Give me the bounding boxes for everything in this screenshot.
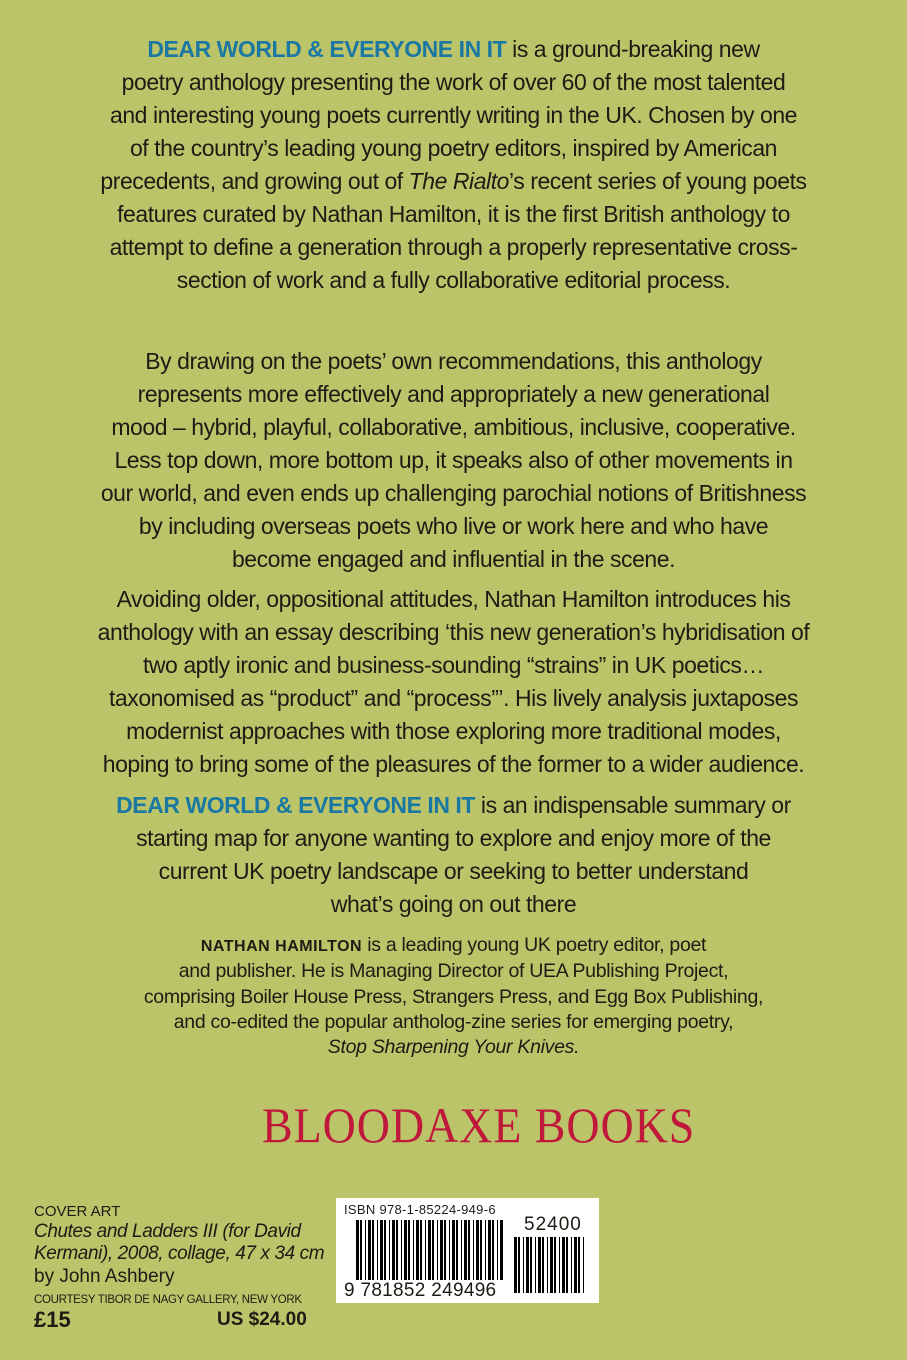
text-line [0,748,907,781]
barcode-bar [384,1220,386,1280]
text-line [0,411,907,444]
barcode-bar [538,1237,541,1293]
barcode-bar [456,1220,458,1280]
barcode-bar [547,1237,548,1293]
text-line [0,132,907,165]
text-segment: represents more effectively and appropriately a new generational [137,381,770,407]
barcode-bar [559,1237,560,1293]
barcode-bar [372,1220,374,1280]
author-bio [0,933,907,1060]
barcode-bar [500,1220,503,1280]
barcode-bar [380,1220,383,1280]
publisher-logo: BLOODAXE BOOKS [262,1097,696,1153]
text-segment: starting map for anyone wanting to explore and enjoy more of the [136,825,771,851]
text-segment: current UK poetry landscape or seeking to better understand [158,858,749,884]
text-line [0,789,907,822]
text-segment: mood – hybrid, playful, collaborative, ambitious, inclusive, cooperative. [111,414,796,440]
barcode-bar [425,1220,426,1280]
barcode-bar [550,1237,553,1293]
text-line [0,378,907,411]
cover-art-artist: by John Ashbery [34,1266,175,1287]
summary-paragraph [0,789,907,921]
text-segment: is a leading young UK poetry editor, poet [362,934,707,956]
intro-paragraph [0,33,907,297]
text-line [0,888,907,921]
barcode-bar [554,1237,556,1293]
text-segment: taxonomised as “product” and “process”’. His lively analysis juxtaposes [108,685,799,711]
barcode-bar [480,1220,482,1280]
barcode-bar [437,1220,438,1280]
text-line [0,165,907,198]
text-line [0,933,907,959]
isbn-barcode [336,1198,599,1303]
text-segment: Stop Sharpening Your Knives. [327,1036,580,1059]
barcode-bar [416,1220,419,1280]
text-segment: features curated by Nathan Hamilton, it is the first British anthology to [117,201,790,227]
barcode-bar [473,1220,474,1280]
text-line [0,1010,907,1035]
barcode-bar [428,1220,431,1280]
text-segment: attempt to define a generation through a properly representative cross- [109,234,798,260]
barcode-bar [401,1220,402,1280]
author-name: NATHAN HAMILTON [200,938,363,955]
book-title: DEAR WORLD & EVERYONE IN IT [116,792,475,818]
text-line [0,616,907,649]
barcode-bar [449,1220,450,1280]
barcode-bar [518,1237,520,1293]
cover-art-label: COVER ART [34,1203,121,1220]
text-segment: is a ground-breaking new [506,36,760,62]
text-segment: hoping to bring some of the pleasures of the former to a wider audience. [102,751,805,777]
text-segment: ’s recent series of young poets [509,168,807,194]
text-segment: is an indispensable summary or [474,792,791,818]
text-line [0,510,907,543]
text-segment: Less top down, more bottom up, it speaks also of other movements in [114,447,793,473]
text-line [0,543,907,576]
text-segment: comprising Boiler House Press, Strangers Press, and Egg Box Publishing, [143,985,764,1008]
text-line [0,715,907,748]
text-line [0,649,907,682]
barcode-bar [574,1237,577,1293]
text-segment: poetry anthology presenting the work of over 60 of the most talented [121,69,786,95]
text-line [0,66,907,99]
barcode-bar [408,1220,410,1280]
cover-art-title: Chutes and Ladders III (for David [34,1221,301,1242]
text-line [0,682,907,715]
barcode-bar [444,1220,446,1280]
barcode-bar [578,1237,580,1293]
cover-art-details: Kermani), 2008, collage, 47 x 34 cm [34,1243,325,1264]
ean-number: 9 781852 249496 [344,1280,497,1301]
text-line [0,1035,907,1060]
text-line [0,231,907,264]
text-segment: and interesting young poets currently writing in the UK. Chosen by one [109,102,798,128]
barcode-bar [535,1237,536,1293]
text-segment: precedents, and growing out of [100,168,409,194]
text-line [0,855,907,888]
text-segment: two aptly ironic and business-sounding “strains” in UK poetics… [142,652,765,678]
barcode-bar [356,1220,359,1280]
price-gbp: £15 [34,1307,71,1332]
text-line [0,959,907,984]
text-line [0,33,907,66]
barcode-bar [571,1237,572,1293]
text-segment: anthology with an essay describing ‘this new generation’s hybridisation of [97,619,810,645]
barcode-bar [440,1220,443,1280]
text-segment: our world, and even ends up challenging parochial notions of Britishness [100,480,807,506]
text-segment: and co-edited the popular antholog-zine series for emerging poetry, [173,1010,734,1033]
barcode-bar [392,1220,395,1280]
text-segment: modernist approaches with those exploring more traditional modes, [126,718,781,744]
barcode-bars-addon [514,1237,586,1293]
barcode-bar [420,1220,422,1280]
barcode-bar [464,1220,467,1280]
barcode-price-code: 52400 [524,1214,582,1235]
barcode-bar [468,1220,470,1280]
text-line [0,822,907,855]
text-line [0,985,907,1010]
text-line [0,345,907,378]
barcode-bar [526,1237,529,1293]
barcode-bar [413,1220,414,1280]
barcode-bar [368,1220,371,1280]
text-segment: and publisher. He is Managing Director of UEA Publishing Project, [178,960,729,983]
barcode-bars-main [356,1220,504,1280]
text-segment: become engaged and influential in the scene. [231,546,676,572]
essay-paragraph [0,583,907,781]
text-segment: The Rialto [408,168,509,194]
text-line [0,444,907,477]
barcode-bar [542,1237,544,1293]
barcode-bar [432,1220,434,1280]
barcode-bar [452,1220,455,1280]
text-segment: section of work and a fully collaborative editorial process. [176,267,731,293]
barcode-bar [523,1237,524,1293]
text-line [0,583,907,616]
barcode-bar [377,1220,378,1280]
barcode-bar [492,1220,494,1280]
text-segment: Avoiding older, oppositional attitudes, Nathan Hamilton introduces his [116,586,791,612]
book-title: DEAR WORLD & EVERYONE IN IT [147,36,507,62]
barcode-bar [530,1237,532,1293]
barcode-bar [485,1220,486,1280]
barcode-bar [404,1220,407,1280]
cover-art-courtesy: COURTESY TIBOR DE NAGY GALLERY, NEW YORK [34,1294,302,1306]
barcode-bar [461,1220,462,1280]
text-line [0,99,907,132]
barcode-bar [583,1237,584,1293]
barcode-bar [514,1237,517,1293]
generation-paragraph [0,345,907,576]
barcode-bar [360,1220,362,1280]
barcode-bar [389,1220,390,1280]
cover-art-credit [34,1203,324,1311]
barcode-bar [396,1220,398,1280]
text-segment: by including overseas poets who live or work here and who have [138,513,769,539]
barcode-bar [488,1220,491,1280]
text-segment: of the country’s leading young poetry editors, inspired by American [129,135,778,161]
text-line [0,477,907,510]
barcode-bar [497,1220,498,1280]
barcode-bar [365,1220,366,1280]
isbn-text: ISBN 978-1-85224-949-6 [344,1202,496,1217]
text-line [0,198,907,231]
barcode-bar [566,1237,568,1293]
text-segment: what’s going on out there [330,891,577,917]
price-usd: US $24.00 [217,1309,307,1330]
barcode-bar [562,1237,565,1293]
text-segment: By drawing on the poets’ own recommendations, this anthology [145,348,762,374]
text-line [0,264,907,297]
barcode-bar [476,1220,479,1280]
